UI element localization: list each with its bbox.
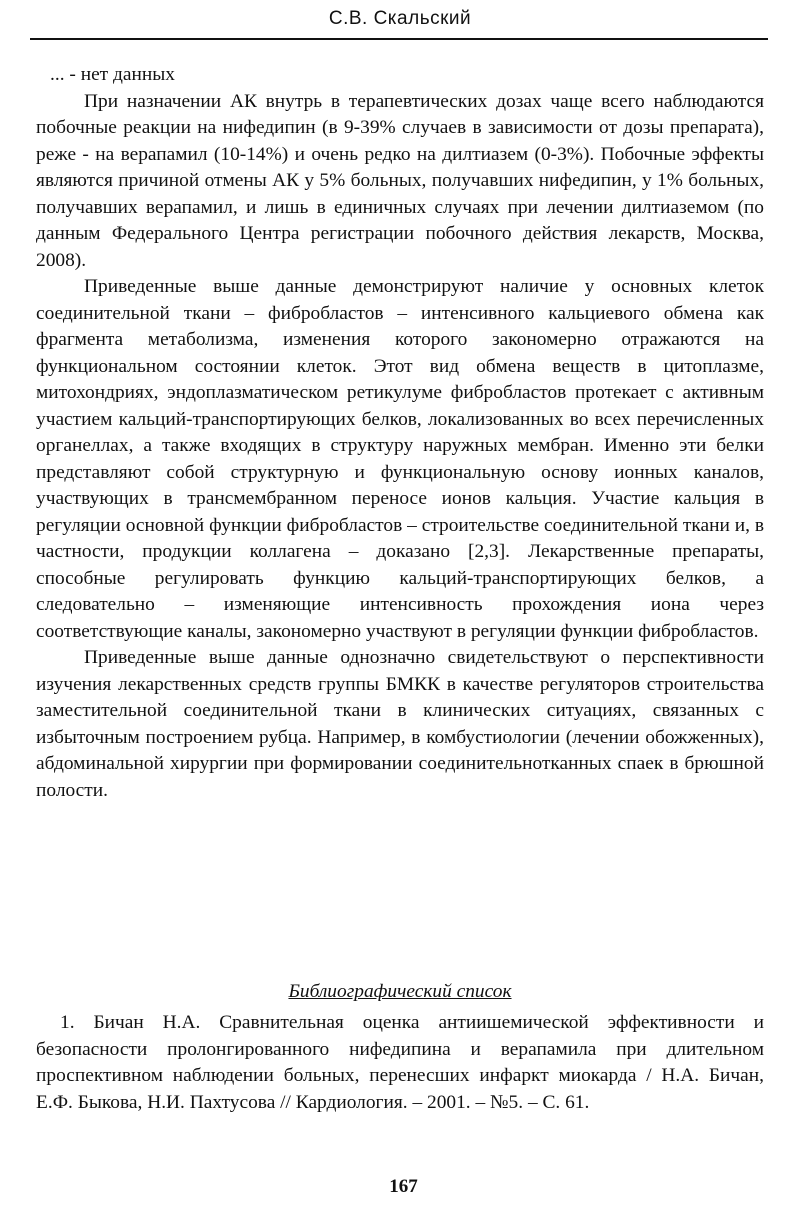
header-rule: [30, 38, 768, 40]
paragraph-fibroblasts: Приведенные выше данные демонстрируют наличие у основных клеток соединительной ткани – фибробластов – интенсивного кальциевого обмена как фрагмента метаболизма, изменения которого закономерно отражаются на функциональном состоянии клеток. Этот вид обмена веществ в цитоплазме, митохондриях, эндоплазматическом ретикулуме фибробластов протекает с активным участием кальций-транспортирующих белков, локализованных во всех перечисленных органеллах, а также входящих в структуру наружных мембран. Именно эти белки представляют собой структурную и функциональную основу ионных каналов, участвующих в трансмембранном переносе ионов кальция. Участие кальция в регуляции основной функции фибробластов – строительстве соединительной ткани и, в частности, продукции коллагена – доказано [2,3]. Лекарственные препараты, способные регулировать функцию кальций-транспортирующих белков, а следовательно – изменяющие интенсивность прохождения иона через соответствующие каналы, закономерно участвуют в регуляции функции фибробластов.: [36, 276, 764, 642]
bibliography-list: [36, 1010, 764, 1116]
paragraph-conclusion: Приведенные выше данные однозначно свидетельствуют о перспективности изучения лекарственных средств группы БМКК в качестве регуляторов строительства заместительной соединительной ткани в клинических ситуациях, связанных с избыточным построением рубца. Например, в комбустиологии (лечении обожженных), абдоминальной хирургии при формировании соединительнотканных спаек в брюшной полости.: [36, 647, 764, 801]
body-text: [36, 62, 764, 804]
page-number: 167: [389, 1176, 418, 1197]
bibliography-title: Библиографический список: [288, 981, 512, 1002]
table-footnote: ... - нет данных: [50, 64, 175, 85]
paragraph-side-effects: При назначении АК внутрь в терапевтических дозах чаще всего наблюдаются побочные реакции на нифедипин (в 9-39% случаев в зависимости от дозы препарата), реже - на верапамил (10-14%) и очень редко на дилтиазем (0-3%). Побочные эффекты являются причиной отмены АК у 5% больных, получавших нифедипин, у 1% больных, получавших верапамил, и лишь в единичных случаях при лечении дилтиаземом (по данным Федерального Центра регистрации побочного действия лекарств, Москва, 2008).: [36, 90, 764, 271]
bibliography-entry: 1. Бичан Н.А. Сравнительная оценка антиишемической эффективности и безопасности пролонгированного нифедипина и верапамила при длительном проспективном наблюдении больных, перенесших инфаркт миокарда / Н.А. Бичан, Е.Ф. Быкова, Н.И. Пахтусова // Кардиология. – 2001. – №5. – С. 61.: [36, 1012, 764, 1113]
running-header: С.В. Скальский: [328, 8, 472, 29]
